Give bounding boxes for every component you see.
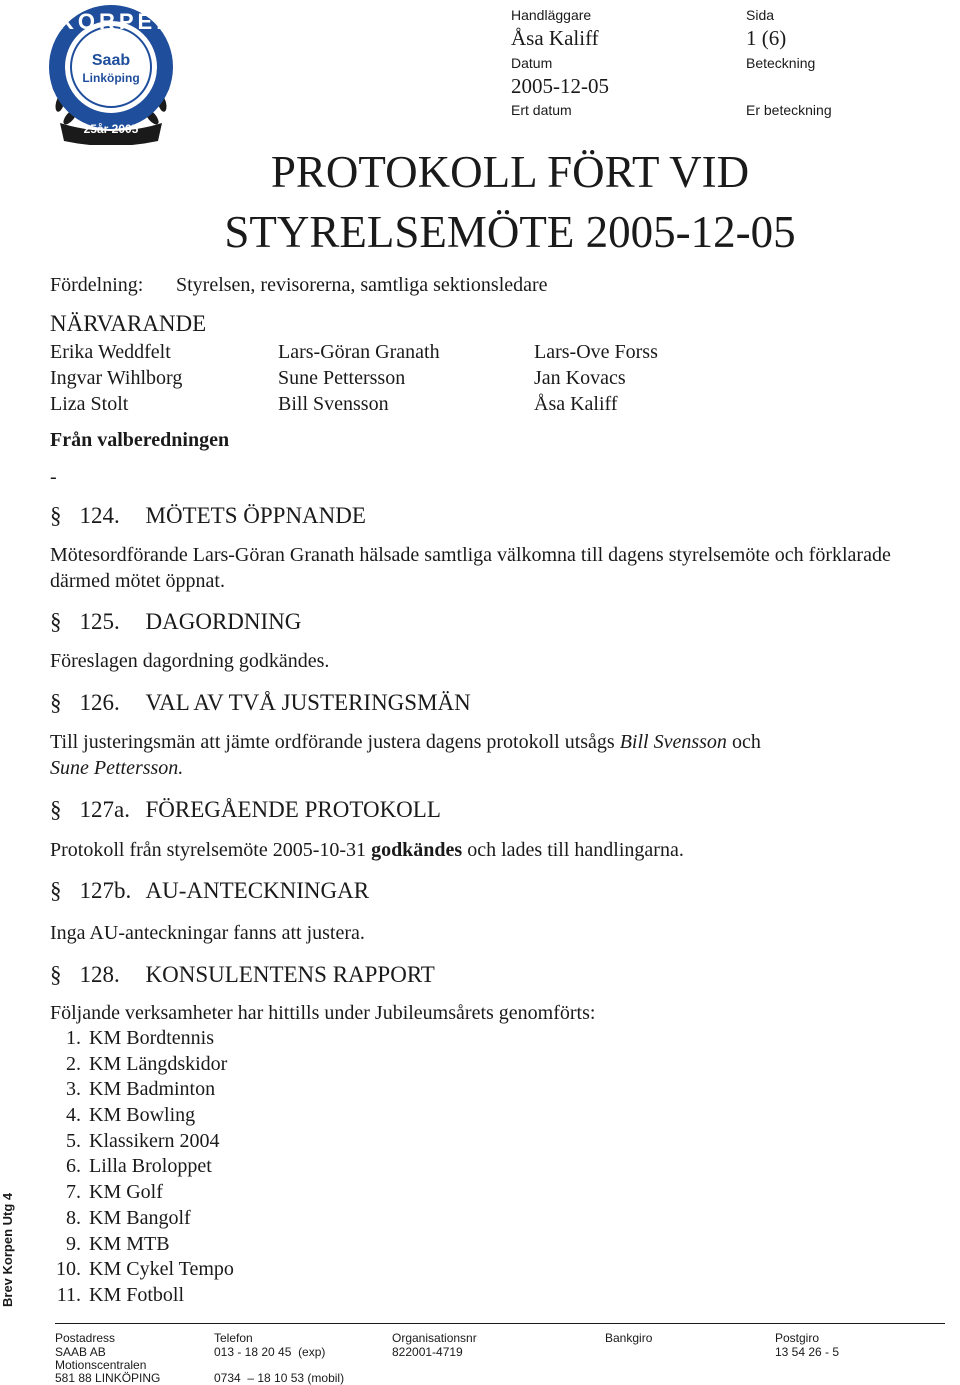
footer-postgiro-label: Postgiro <box>775 1331 820 1345</box>
fordelning-value: Styrelsen, revisorerna, samtliga sektionsledare <box>176 274 548 296</box>
section-symbol: § <box>50 503 62 528</box>
list-item: 11. KM Fotboll <box>56 1283 185 1306</box>
text-run: och <box>726 731 761 753</box>
section-text <box>50 731 761 754</box>
section-heading-126 <box>50 690 471 716</box>
list-item: 9. KM MTB <box>66 1232 170 1255</box>
text-run-bold: godkändes <box>371 839 463 861</box>
logo-org-line2: Linköping <box>82 71 140 85</box>
logo-anniversary: 25år 2005 <box>83 122 139 136</box>
section-text: Följande verksamheter har hittills under Jubileumsårets genomförts: <box>50 1002 596 1024</box>
attendee-name: Jan Kovacs <box>534 367 626 389</box>
section-title: VAL AV TVÅ JUSTERINGSMÄN <box>145 690 471 715</box>
er-beteckning-label: Er beteckning <box>746 102 832 118</box>
footer-divider <box>55 1323 945 1324</box>
handlaggare-label: Handläggare <box>511 7 592 23</box>
section-number: 127a. <box>79 797 130 822</box>
footer-org-value: 822001-4719 <box>392 1345 463 1359</box>
logo-name-text: KORPEN <box>58 9 177 34</box>
list-item: 4. KM Bowling <box>66 1104 196 1127</box>
section-text: Sune Pettersson. <box>50 757 184 779</box>
text-run: Protokoll från styrelsemöte 2005-10-31 <box>50 839 372 861</box>
section-title: MÖTETS ÖPPNANDE <box>145 503 366 528</box>
section-title: FÖREGÅENDE PROTOKOLL <box>145 797 441 822</box>
beteckning-label: Beteckning <box>746 55 816 71</box>
handlaggare-value: Åsa Kaliff <box>511 26 599 50</box>
text-run: Till justeringsmän att jämte ordförande justera dagens protokoll utsågs <box>50 731 620 753</box>
valberedningen-heading: Från valberedningen <box>50 429 230 451</box>
sida-value: 1 (6) <box>746 26 787 50</box>
list-item: 6. Lilla Broloppet <box>66 1155 212 1178</box>
datum-label: Datum <box>511 55 553 71</box>
section-heading-128 <box>50 962 435 988</box>
list-item: 7. KM Golf <box>66 1181 163 1204</box>
side-form-code: Brev Korpen Utg 4 <box>0 1192 15 1307</box>
section-number: 128. <box>79 962 120 987</box>
footer-postadress-line: Motionscentralen <box>55 1358 147 1372</box>
section-text: Föreslagen dagordning godkändes. <box>50 650 330 672</box>
section-text: därmed mötet öppnat. <box>50 570 225 592</box>
section-symbol: § <box>50 797 62 822</box>
narvarande-heading: NÄRVARANDE <box>50 311 207 336</box>
fordelning-label: Fördelning: <box>50 274 144 296</box>
section-heading-127a <box>50 797 441 823</box>
attendee-name: Lars-Ove Forss <box>534 341 658 363</box>
page-title-line2: STYRELSEMÖTE 2005-12-05 <box>224 207 796 257</box>
page-title-line1: PROTOKOLL FÖRT VID <box>270 147 750 197</box>
text-run: och lades till handlingarna. <box>462 839 684 861</box>
attendee-name: Lars-Göran Granath <box>278 341 440 363</box>
section-number: 126. <box>79 690 120 715</box>
attendee-name: Bill Svensson <box>278 393 389 415</box>
section-symbol: § <box>50 878 62 903</box>
logo-org-line1: Saab <box>91 52 131 69</box>
text-run-italic: Bill Svensson <box>619 731 727 753</box>
footer-telefon-line: 0734 – 18 10 53 (mobil) <box>214 1371 345 1385</box>
activity-list <box>50 1026 234 1309</box>
sida-label: Sida <box>746 7 775 23</box>
section-heading-127b <box>50 878 369 904</box>
section-number: 127b. <box>79 878 132 903</box>
attendee-name: Ingvar Wihlborg <box>50 367 183 389</box>
section-text: Mötesordförande Lars-Göran Granath hälsade samtliga välkomna till dagens styrelsemöte och förklarade <box>50 544 891 566</box>
attendee-name: Åsa Kaliff <box>534 393 618 415</box>
attendee-name: Liza Stolt <box>50 393 129 415</box>
footer-bankgiro-label: Bankgiro <box>605 1331 653 1345</box>
section-text <box>50 839 684 862</box>
footer-postadress-line: 581 88 LINKÖPING <box>55 1371 161 1385</box>
attendee-name: Sune Pettersson <box>278 367 406 389</box>
valberedningen-value: - <box>50 466 57 488</box>
korpen-logo <box>46 5 176 145</box>
footer-org-label: Organisationsnr <box>392 1331 477 1345</box>
section-symbol: § <box>50 690 62 715</box>
section-text: Inga AU-anteckningar fanns att justera. <box>50 922 365 944</box>
list-item: 1. KM Bordtennis <box>66 1027 214 1049</box>
section-heading-125 <box>50 609 301 635</box>
footer-telefon-line: 013 - 18 20 45 (exp) <box>214 1345 326 1359</box>
section-symbol: § <box>50 609 62 634</box>
section-title: DAGORDNING <box>145 609 302 634</box>
attendee-name: Erika Weddfelt <box>50 341 171 363</box>
list-item: 8. KM Bangolf <box>66 1206 191 1229</box>
ert-datum-label: Ert datum <box>511 102 572 118</box>
section-number: 124. <box>79 503 120 528</box>
footer-postadress-label: Postadress <box>55 1331 116 1345</box>
list-item: 5. Klassikern 2004 <box>66 1129 220 1152</box>
section-title: AU-ANTECKNINGAR <box>145 878 370 903</box>
list-item: 3. KM Badminton <box>66 1078 216 1101</box>
footer-postgiro-value: 13 54 26 - 5 <box>775 1345 840 1359</box>
section-symbol: § <box>50 962 62 987</box>
list-item: 10. KM Cykel Tempo <box>56 1258 234 1281</box>
section-number: 125. <box>79 609 120 634</box>
list-item: 2. KM Längdskidor <box>66 1052 228 1075</box>
footer-postadress-line: SAAB AB <box>55 1345 106 1359</box>
footer-telefon-label: Telefon <box>214 1331 253 1345</box>
datum-value: 2005-12-05 <box>511 74 609 98</box>
section-heading-124 <box>50 503 366 529</box>
section-title: KONSULENTENS RAPPORT <box>145 962 435 987</box>
